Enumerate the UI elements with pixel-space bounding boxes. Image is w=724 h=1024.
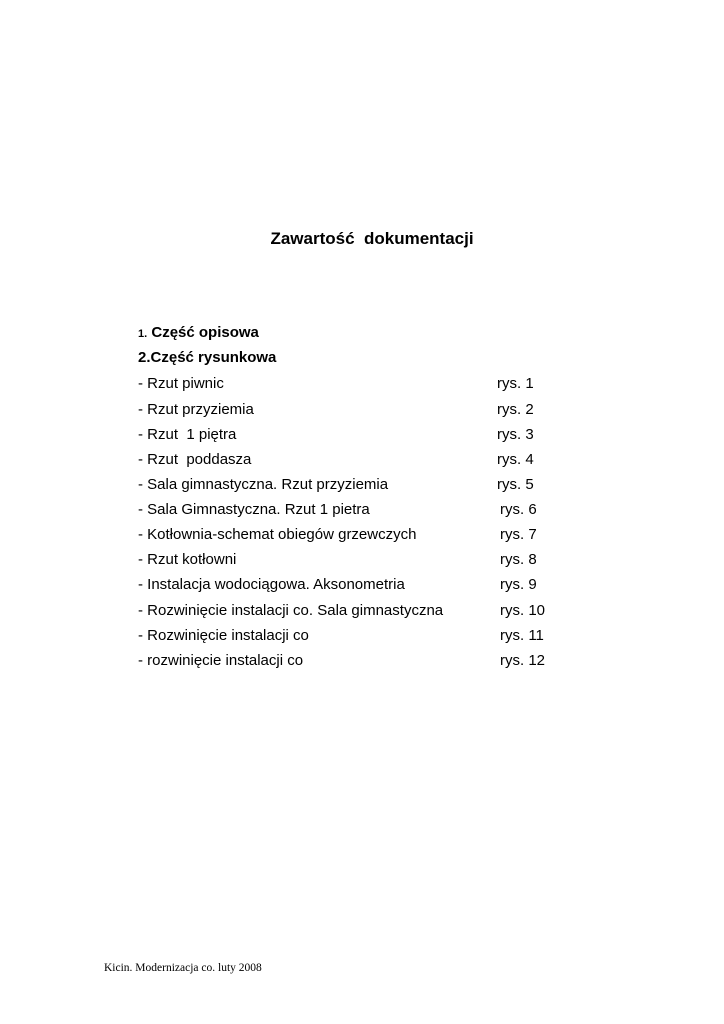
drawing-number: rys. 10 xyxy=(500,602,546,619)
drawing-title: - Rzut przyziemia xyxy=(138,401,254,418)
page-footer: Kicin. Modernizacja co. luty 2008 xyxy=(104,962,262,974)
drawing-number: rys. 9 xyxy=(500,576,537,593)
drawing-list-item xyxy=(138,375,558,395)
drawing-number: rys. 4 xyxy=(497,451,534,468)
drawing-list-item xyxy=(138,652,558,672)
section-drawings xyxy=(138,349,276,366)
drawing-title: - Sala Gimnastyczna. Rzut 1 pietra xyxy=(138,501,370,518)
drawing-number: rys. 1 xyxy=(497,375,534,392)
drawing-list-item xyxy=(138,576,558,596)
drawing-list-item xyxy=(138,401,558,421)
drawing-list-item xyxy=(138,426,558,446)
drawing-list-item xyxy=(138,501,558,521)
drawing-title: - Rozwinięcie instalacji co xyxy=(138,627,309,644)
drawing-title: - Rzut kotłowni xyxy=(138,551,237,568)
drawing-number: rys. 2 xyxy=(497,401,534,418)
drawing-number: rys. 5 xyxy=(497,476,534,493)
drawing-title: - rozwinięcie instalacji co xyxy=(138,652,304,669)
drawing-title: - Rzut piwnic xyxy=(138,375,224,392)
drawing-title: - Rzut poddasza xyxy=(138,451,252,468)
drawing-number: rys. 3 xyxy=(497,426,534,443)
section-number: 2. xyxy=(138,349,151,366)
drawing-list-item xyxy=(138,627,558,647)
drawing-list-item xyxy=(138,451,558,471)
drawing-list-item xyxy=(138,602,558,622)
section-number: 1. xyxy=(138,328,148,340)
section-label: Część rysunkowa xyxy=(150,349,277,366)
drawing-title: - Rzut 1 piętra xyxy=(138,426,237,443)
drawing-title: - Kotłownia-schemat obiegów grzewczych xyxy=(138,526,417,543)
drawing-number: rys. 8 xyxy=(500,551,537,568)
drawing-title: - Rozwinięcie instalacji co. Sala gimnastyczna xyxy=(138,602,444,619)
drawing-list-item xyxy=(138,526,558,546)
drawing-number: rys. 11 xyxy=(500,627,544,644)
drawing-title: - Sala gimnastyczna. Rzut przyziemia xyxy=(138,476,389,493)
drawing-title: - Instalacja wodociągowa. Aksonometria xyxy=(138,576,405,593)
drawing-list-item xyxy=(138,476,558,496)
drawing-number: rys. 6 xyxy=(500,501,537,518)
section-descriptive xyxy=(138,324,259,341)
drawing-number: rys. 12 xyxy=(500,652,546,669)
drawing-number: rys. 7 xyxy=(500,526,537,543)
section-label: Część opisowa xyxy=(151,324,259,341)
document-title: Zawartość dokumentacji xyxy=(270,229,474,248)
drawing-list-item xyxy=(138,551,558,571)
